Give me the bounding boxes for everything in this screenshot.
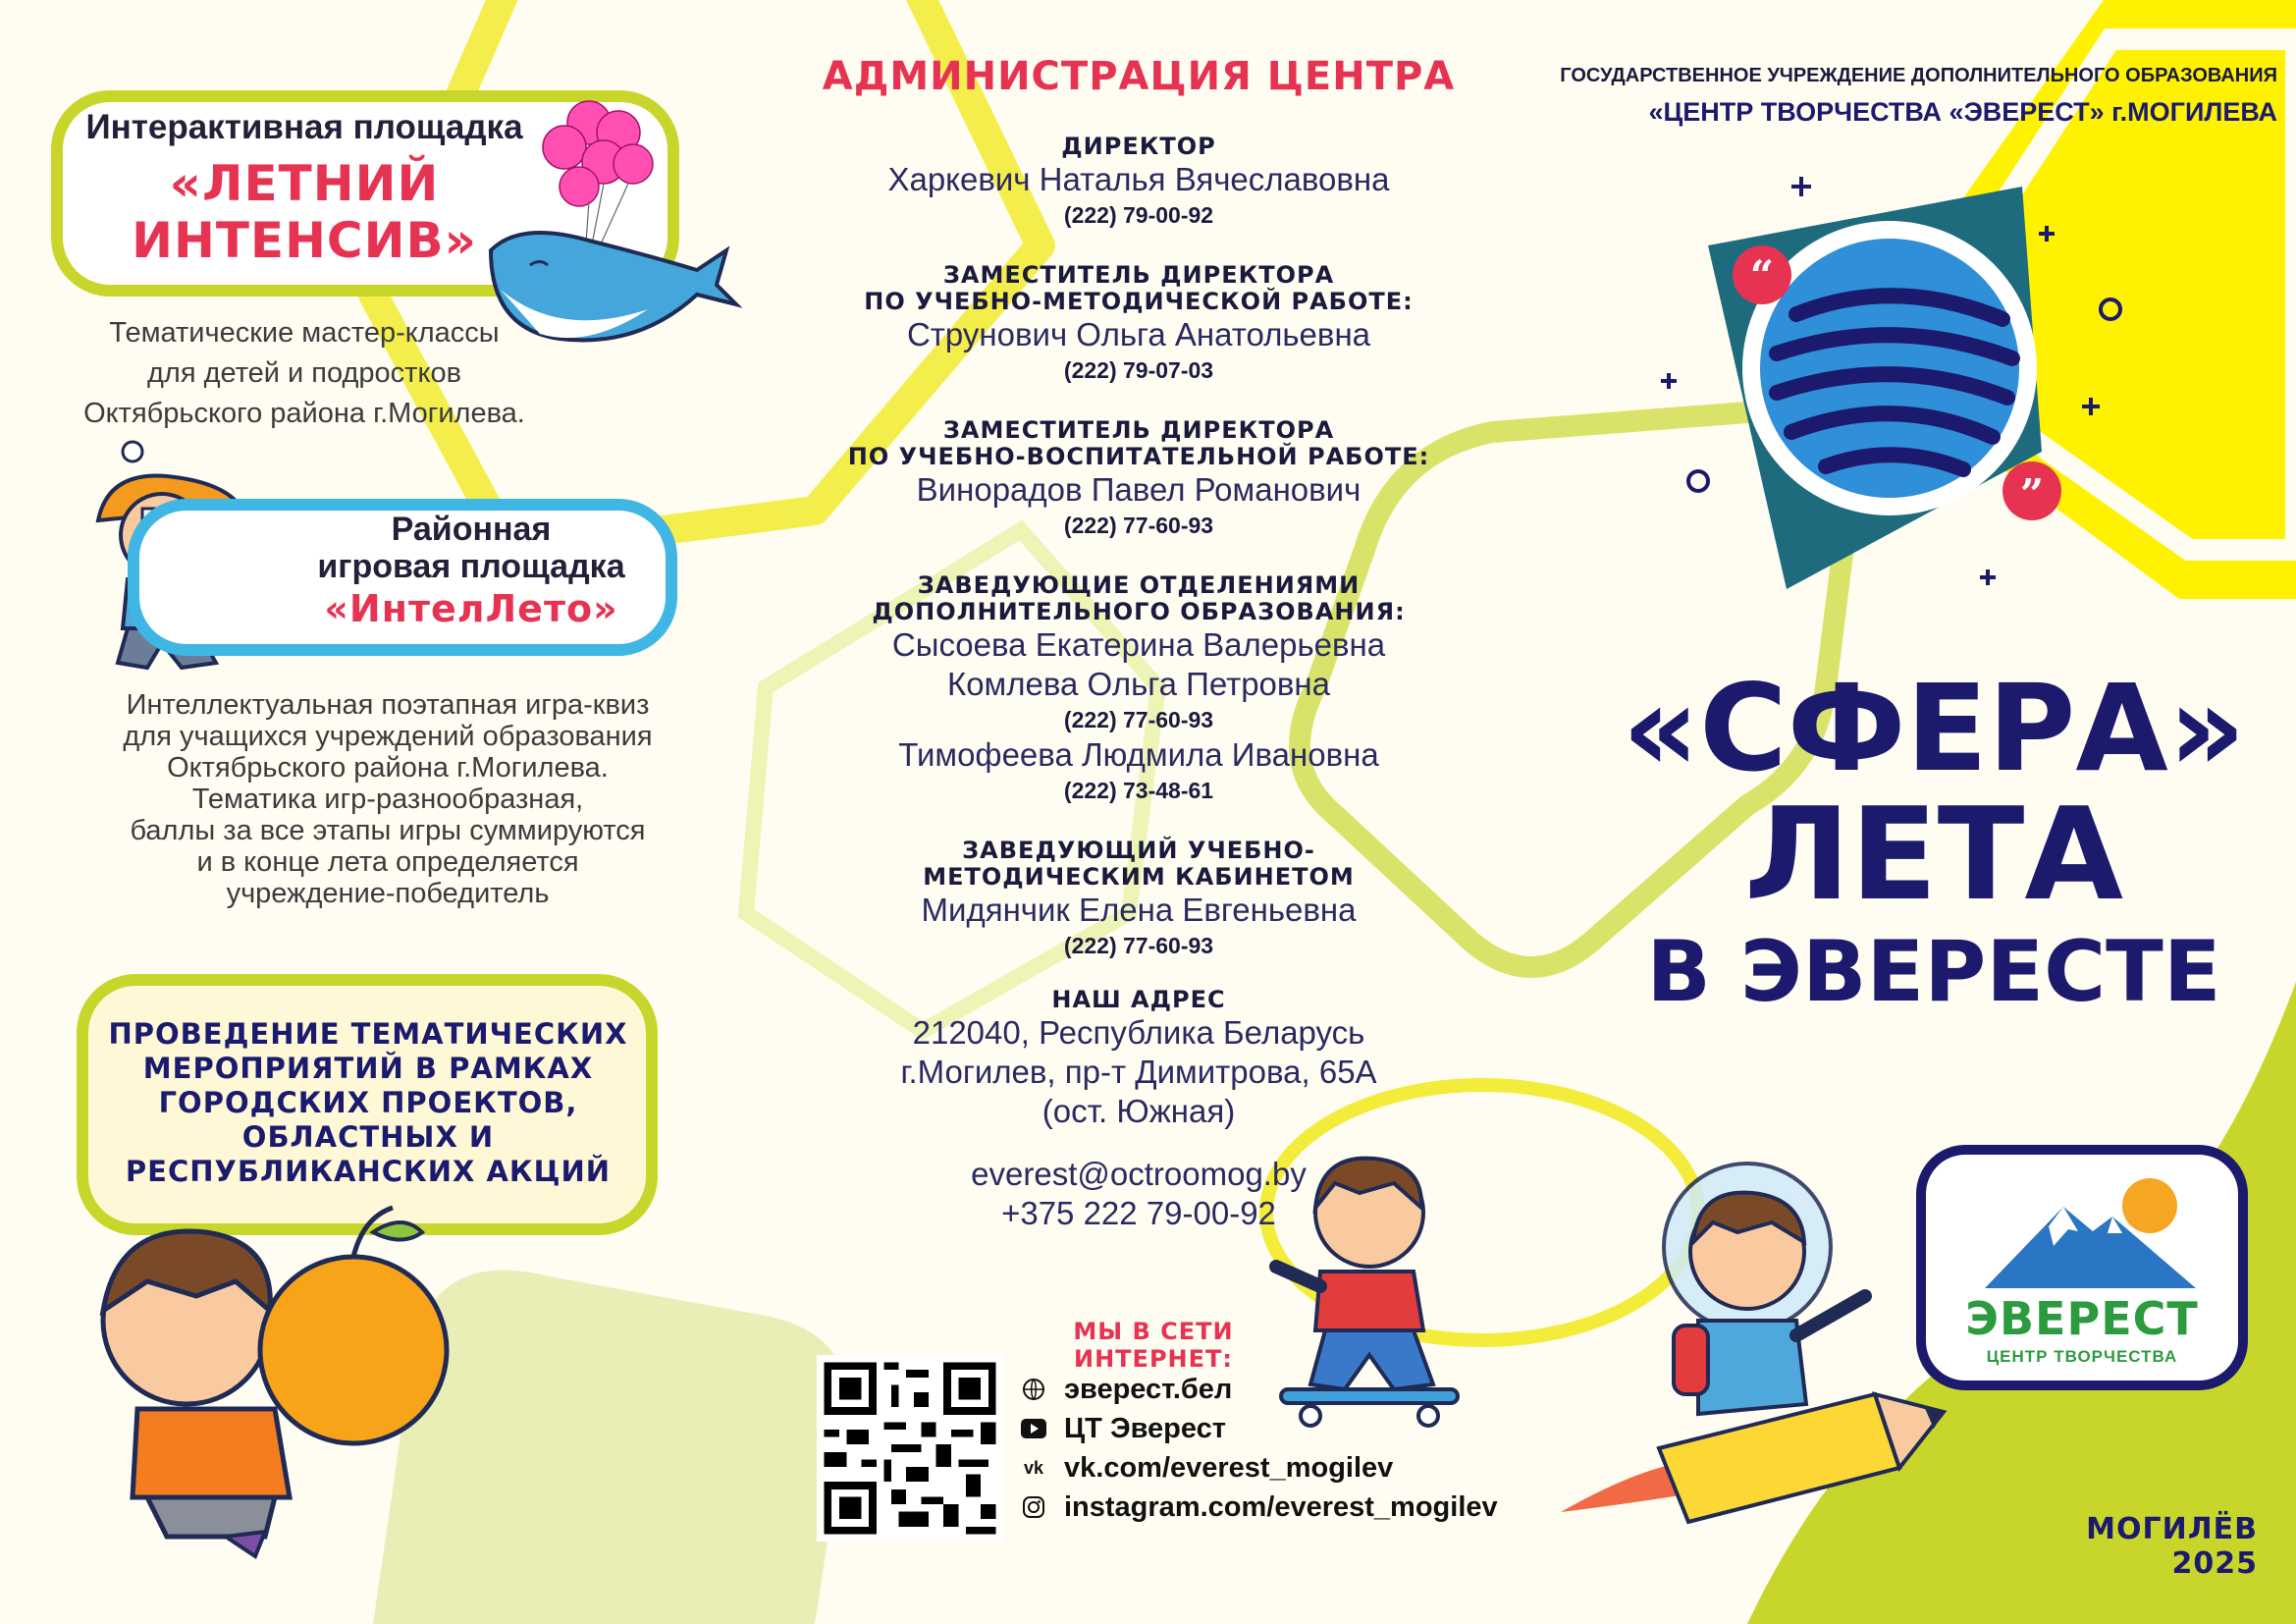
role-label: ЗАМЕСТИТЕЛЬ ДИРЕКТОРА [942, 416, 1335, 444]
events-line: РЕСПУБЛИКАНСКИХ АКЦИЙ [125, 1155, 612, 1188]
phone-number: (222) 79-00-92 [1063, 202, 1214, 228]
person-name: Тимофеева Людмила Ивановна [898, 736, 1379, 773]
main-title [1571, 659, 2296, 1026]
phone-number: (222) 77-60-93 [1063, 933, 1214, 958]
youtube-text: ЦТ Эверест [1064, 1413, 1226, 1444]
intelleto-description [93, 689, 682, 909]
phone-number: (222) 79-07-03 [1063, 357, 1214, 383]
organization-header [1531, 65, 2277, 128]
description-line: баллы за все этапы игры суммируются [130, 815, 646, 846]
person-name: Винорадов Павел Романович [916, 471, 1362, 508]
social-title: МЫ В СЕТИ ИНТЕРНЕТ: [1073, 1318, 1234, 1373]
deputy-methodical-block [805, 262, 1472, 386]
person-name: Сысоева Екатерина Валерьевна [891, 626, 1386, 663]
sphere-emblem [1649, 157, 2140, 609]
address-block [805, 987, 1472, 1131]
role-label: ДИРЕКТОР [1061, 133, 1216, 160]
org-line1: ГОСУДАРСТВЕННОЕ УЧРЕЖДЕНИЕ ДОПОЛНИТЕЛЬНОГО ОБРАЗОВАНИЯ [1560, 65, 2277, 86]
everest-logo-card [1916, 1145, 2248, 1390]
intelleto-title-line1: Районная [391, 511, 552, 548]
description-line: Тематика игр-разнообразная, [191, 784, 584, 815]
svg-text:“: “ [1749, 251, 1775, 299]
skateboarder-illustration [1266, 1149, 1472, 1434]
qr-code-image [817, 1355, 1003, 1542]
person-name: Харкевич Наталья Вячеславовна [887, 161, 1390, 197]
description-line: и в конце лета определяется [196, 846, 579, 878]
administration-title: АДМИНИСТРАЦИЯ ЦЕНТРА [822, 54, 1456, 99]
instagram-icon [1021, 1494, 1046, 1520]
phone-number: (222) 73-48-61 [1063, 778, 1214, 803]
instagram-link[interactable] [1021, 1488, 1531, 1527]
role-label: ПО УЧЕБНО-ВОСПИТАТЕЛЬНОЙ РАБОТЕ: [847, 443, 1430, 470]
email-link[interactable]: everest@octroomog.by [971, 1156, 1307, 1192]
summer-intensive-description [49, 316, 560, 431]
logo-subtitle: ЦЕНТР ТВОРЧЕСТВА [1986, 1347, 2178, 1366]
address-line: (ост. Южная) [1041, 1093, 1236, 1129]
intelleto-title-line2: игровая площадка [317, 548, 625, 585]
kid-with-orange-illustration [79, 1203, 491, 1566]
intelleto-subtitle: «ИнтелЛето» [324, 587, 618, 630]
events-line: ПРОВЕДЕНИЕ ТЕМАТИЧЕСКИХ [108, 1017, 628, 1051]
main-title-line2: ЛЕТА [1743, 780, 2124, 929]
department-heads-block [805, 572, 1472, 806]
description-line: Октябрьского района г.Могилева. [167, 752, 609, 784]
address-title: НАШ АДРЕС [1051, 986, 1226, 1013]
address-line: 212040, Республика Беларусь [912, 1014, 1365, 1051]
intelleto-heading [275, 511, 667, 632]
role-label: МЕТОДИЧЕСКИМ КАБИНЕТОМ [923, 863, 1355, 891]
vk-text: vk.com/everest_mogilev [1064, 1452, 1394, 1484]
role-label: ЗАВЕДУЮЩИЙ УЧЕБНО- [962, 837, 1315, 864]
logo-name: ЭВЕРЕСТ [1965, 1292, 2199, 1345]
website-text: эверест.бел [1064, 1374, 1233, 1405]
role-label: ЗАВЕДУЮЩИЕ ОТДЕЛЕНИЯМИ [917, 571, 1361, 599]
description-line: Тематические мастер-классы [109, 317, 500, 349]
svg-text:”: ” [2019, 470, 2045, 518]
phone-number: (222) 77-60-93 [1063, 707, 1214, 732]
deputy-educational-block [805, 417, 1472, 541]
globe-icon [1021, 1377, 1046, 1402]
address-line: г.Могилев, пр-т Димитрова, 65А [900, 1054, 1377, 1090]
person-name: Струнович Ольга Анатольевна [906, 316, 1371, 352]
footer-city-year: МОГИЛЁВ 2025 [2086, 1512, 2258, 1581]
qr-code[interactable] [817, 1355, 1003, 1542]
phone-number: (222) 77-60-93 [1063, 513, 1214, 538]
astronaut-pencil-rocket-illustration [1551, 1149, 1963, 1542]
description-line: для учащихся учреждений образования [123, 721, 653, 752]
main-title-line3: В ЭВЕРЕСТЕ [1646, 923, 2221, 1021]
role-label: ДОПОЛНИТЕЛЬНОГО ОБРАЗОВАНИЯ: [872, 598, 1406, 625]
main-title-line1: «СФЕРА» [1622, 659, 2246, 798]
vk-link[interactable] [1021, 1448, 1531, 1488]
events-line: МЕРОПРИЯТИЙ В РАМКАХ [142, 1052, 594, 1085]
director-block [805, 134, 1472, 231]
description-line: Интеллектуальная поэтапная игра-квиз [126, 689, 650, 721]
youtube-icon [1021, 1416, 1046, 1441]
description-line: Октябрьского района г.Могилева. [83, 398, 525, 429]
methodical-office-block [805, 838, 1472, 961]
instagram-text: instagram.com/everest_mogilev [1064, 1491, 1498, 1523]
role-label: ПО УЧЕБНО-МЕТОДИЧЕСКОЙ РАБОТЕ: [864, 288, 1414, 315]
mountain-logo-icon [1975, 1172, 2201, 1290]
events-line: ОБЛАСТНЫХ И [241, 1120, 495, 1154]
events-text [88, 1017, 648, 1189]
role-label: ЗАМЕСТИТЕЛЬ ДИРЕКТОРА [942, 261, 1335, 289]
org-line2: «ЦЕНТР ТВОРЧЕСТВА «ЭВЕРЕСТ» г.МОГИЛЕВА [1648, 97, 2277, 127]
summer-intensive-heading [79, 108, 530, 269]
person-name: Мидянчик Елена Евгеньевна [921, 892, 1357, 928]
phone-link[interactable]: +375 222 79-00-92 [1001, 1195, 1276, 1231]
description-line: для детей и подростков [147, 357, 461, 389]
events-line: ГОРОДСКИХ ПРОЕКТОВ, [158, 1086, 578, 1119]
person-name: Комлева Ольга Петровна [946, 666, 1331, 702]
administration-list [805, 134, 1472, 1233]
vk-icon: vk [1023, 1458, 1044, 1478]
summer-intensive-title: Интерактивная площадка [85, 108, 523, 146]
summer-intensive-subtitle: «ЛЕТНИЙ ИНТЕНСИВ» [132, 155, 477, 269]
description-line: учреждение-победитель [226, 878, 550, 909]
